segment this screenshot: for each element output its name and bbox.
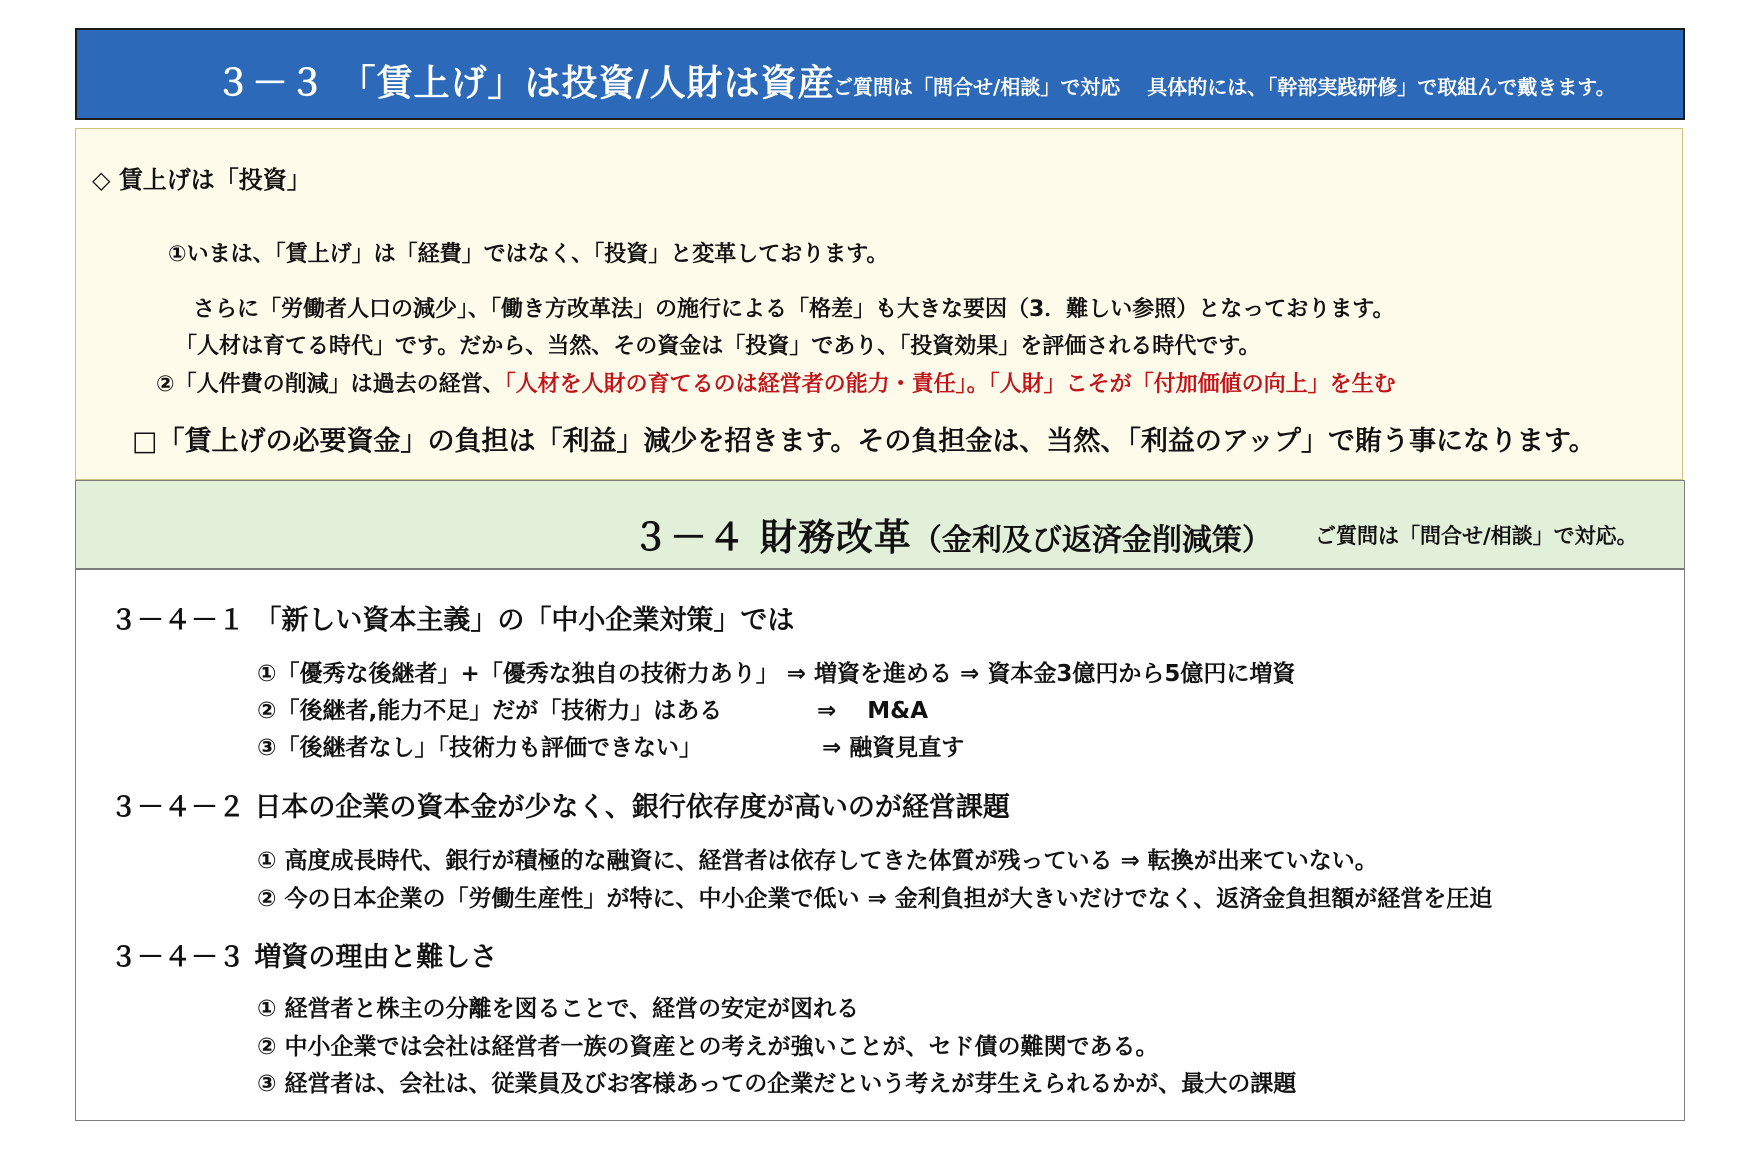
section-3-4-2-item-2: ② 今の日本企業の「労働生産性」が特に、中小企業で低い ⇒ 金利負担が大きいだけでなく、返済金負担額が経営を圧迫 bbox=[257, 886, 1493, 912]
section-3-4-title-sub: （金利及び返済金削減策） bbox=[911, 523, 1272, 558]
section-3-4-2-heading: ３－４－２ 日本の企業の資本金が少なく、銀行依存度が高いのが経営課題 bbox=[110, 792, 1010, 823]
section-3-3-line-4-highlight: 「人材を人財の育てるのは経営者の能力・責任」。「人財」こそが「付加価値の向上」を生む bbox=[504, 372, 1396, 397]
section-3-3-line-5: □「賃上げの必要資金」の負担は「利益」減少を招きます。その負担金は、当然、「利益のアップ」で賄う事になります。 bbox=[132, 426, 1596, 457]
section-3-4-title bbox=[632, 507, 1272, 561]
section-3-3-note: ご質問は「問合せ/相談」で対応 具体的には、「幹部実践研修」で取組んで戴きます。 bbox=[833, 75, 1616, 99]
section-3-4-2-item-1: ① 高度成長時代、銀行が積極的な融資に、経営者は依存してきた体質が残っている ⇒ 転換が出来ていない。 bbox=[257, 848, 1378, 874]
section-3-3-title: ３－３ 「賃上げ」は投資/人財は資産 bbox=[215, 63, 835, 104]
section-3-3-line-1: ①いまは、「賃上げ」は「経費」ではなく、「投資」と変革しております。 bbox=[168, 242, 889, 267]
section-3-4-1-item-2: ②「後継者,能力不足」だが「技術力」はある bbox=[257, 698, 723, 724]
section-3-4-1-heading: ３－４－１ 「新しい資本主義」の「中小企業対策」では bbox=[110, 605, 795, 636]
section-3-4-3-item-1: ① 経営者と株主の分離を図ることで、経営の安定が図れる bbox=[257, 996, 860, 1022]
section-3-4-3-heading: ３－４－３ 増資の理由と難しさ bbox=[110, 942, 498, 973]
section-3-4-1-item-2-result: ⇒ M&A bbox=[817, 698, 929, 724]
section-3-3-line-4 bbox=[156, 367, 1396, 398]
section-3-3-heading: ◇ 賃上げは「投資」 bbox=[92, 166, 311, 194]
section-3-4-1-item-1: ①「優秀な後継者」+「優秀な独自の技術力あり」 ⇒ 増資を進める ⇒ 資本金3億円から5億円に増資 bbox=[257, 661, 1296, 687]
section-3-3-line-2: さらに「労働者人口の減少」、「働き方改革法」の施行による「格差」も大きな要因（3．難しい参照）となっております。 bbox=[193, 297, 1395, 322]
section-3-4-note: ご質問は「問合せ/相談」で対応。 bbox=[1315, 524, 1638, 548]
section-3-4-1-item-3-result: ⇒ 融資見直す bbox=[822, 735, 965, 761]
section-3-4-3-item-3: ③ 経営者は、会社は、従業員及びお客様あっての企業だという考えが芽生えられるかが、最大の課題 bbox=[257, 1071, 1297, 1097]
section-3-4-title-main: ３－４ 財務改革 bbox=[632, 516, 912, 559]
section-3-3-line-4-text: ②「人件費の削減」は過去の経営、 bbox=[156, 372, 505, 397]
section-3-4-3-item-2: ② 中小企業では会社は経営者一族の資産との考えが強いことが、セド債の難関である。 bbox=[257, 1034, 1159, 1060]
section-3-3-line-3: 「人材は育てる時代」です。だから、当然、その資金は「投資」であり、「投資効果」を評価される時代です。 bbox=[175, 334, 1261, 359]
section-3-4-1-item-3: ③「後継者なし」「技術力も評価できない」 bbox=[257, 735, 702, 761]
